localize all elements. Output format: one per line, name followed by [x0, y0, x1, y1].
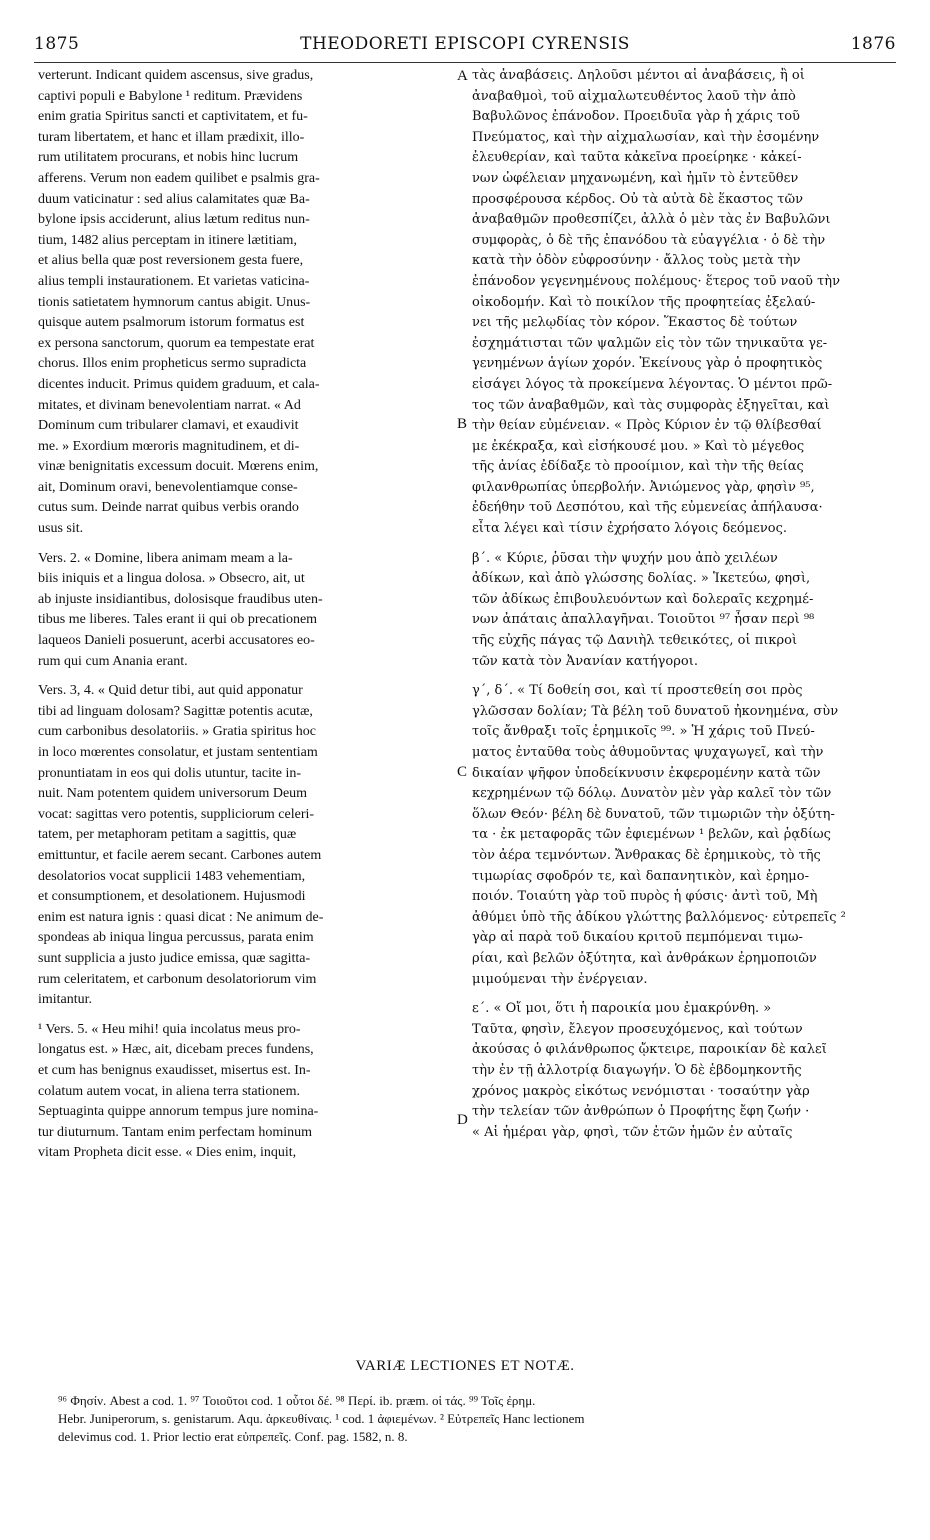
- text-line: τὴν θείαν εὐμένειαν. « Πρὸς Κύριον ἐν τῷ θλίβεσθαί: [472, 418, 822, 434]
- text-line: usus sit.: [38, 521, 84, 537]
- text-line: Dominum cum tribularer clamavi, et exaudivit: [38, 418, 299, 434]
- text-line: ἐσχημάτισται τῶν ψαλμῶν εἰς τὸν τῶν τηνικαῦτα γε-: [472, 335, 828, 351]
- paragraph-gap: [38, 540, 456, 549]
- text-line: ἐλευθερίαν, καὶ ταῦτα κἀκεῖνα προείρηκε · κἀκεί-: [472, 150, 802, 166]
- text-line: β΄. « Κύριε, ῥῦσαι τὴν ψυχήν μου ἀπὸ χειλέων: [472, 550, 778, 566]
- text-line: ἀδίκων, καὶ ἀπὸ γλώσσης δολίας. » Ἱκετεύω, φησὶ,: [472, 571, 811, 587]
- text-line: chorus. Illos enim propheticus sermo supradicta: [38, 356, 307, 372]
- margin-marker-d: D: [457, 1112, 468, 1128]
- text-line: vocat: sagittas vero potentis, suppliciorum celeri-: [38, 806, 315, 822]
- text-line: delevimus cod. 1. Prior lectio erat εὐπρεπεῖς. Conf. pag. 1582, n. 8.: [58, 1429, 408, 1444]
- text-line: duum vaticinatur : sed alius calamitates quæ Ba-: [38, 191, 310, 207]
- text-line: ἀναβαθμῶν προθεσπίζει, ἀλλὰ ὁ μὲν τὰς ἐν Βαβυλῶνι: [472, 212, 831, 228]
- text-line: enim gratia Spiritus sancti et captivitatem, et fu-: [38, 109, 308, 125]
- text-line: τος τῶν ἀναβαθμῶν, καὶ τὰς συμφορὰς ἐξηγεῖται, καὶ: [472, 397, 830, 413]
- text-line: τὴν ἐν τῇ ἀλλοτρίᾳ διαγωγήν. Ὁ δὲ ἑβδομηκοντῆς: [472, 1062, 802, 1078]
- text-line: μιμούμεναι τὴν ἐνέργειαν.: [472, 971, 648, 987]
- text-line: et alius bella quæ post reversionem gesta fuere,: [38, 253, 304, 269]
- text-line: ἐπάνοδον γεγενημένους πολέμους· ἕτερος τοῦ ναοῦ τὴν: [472, 273, 840, 289]
- text-line: « Αἱ ἡμέραι γὰρ, φησὶ, τῶν ἐτῶν ἡμῶν ἐν αὐταῖς: [472, 1124, 793, 1140]
- paragraph-gap: [472, 540, 894, 549]
- text-line: laqueos Danieli posuerunt, acerbi accusatores eo-: [38, 633, 315, 649]
- text-line: dicentes inducit. Primus quidem graduum, et cala-: [38, 376, 320, 392]
- text-line: Βαβυλῶνος ἐπάνοδον. Προειδυῖα γὰρ ἡ χάρις τοῦ: [472, 109, 800, 125]
- text-line: tionis satietatem hymnorum cantus abigit. Unus-: [38, 294, 311, 310]
- paragraph-gap: [38, 1011, 456, 1020]
- text-line: cum carbonibus desolatoriis. » Gratia spiritus hoc: [38, 724, 316, 740]
- text-line: Vers. 2. « Domine, libera animam meam a la-: [38, 550, 293, 566]
- paragraph-gap: [38, 672, 456, 681]
- text-line: γενημένων ἁγίων χορόν. Ἐκείνους γὰρ ὁ προφητικὸς: [472, 356, 823, 372]
- text-line: enim est natura ignis : quasi dicat : Ne animum de-: [38, 909, 324, 925]
- text-line: κεχρημένων τῷ δόλῳ. Δυνατὸν μὲν γὰρ καλεῖ τὸν τῶν: [472, 786, 832, 802]
- text-line: in loco mœrentes consolatur, et justam sententiam: [38, 745, 318, 760]
- text-line: et cum has benignus exaudisset, misertus est. In-: [38, 1062, 311, 1078]
- text-line: νει τῆς μελῳδίας τὸν κόρον. Ἕκαστος δὲ τούτων: [472, 315, 798, 331]
- text-line: συμφορὰς, ὁ δὲ τῆς ἐπανόδου τὰ εὐαγγέλια · ὁ δὲ τὴν: [472, 232, 826, 248]
- margin-marker-b: B: [457, 416, 468, 432]
- text-line: rum qui cum Anania erant.: [38, 653, 188, 669]
- text-line: ὅλων Θεόν· βέλη δὲ δυνατοῦ, τῶν τιμωριῶν τὴν ὀξύτη-: [472, 806, 835, 822]
- text-line: ait, Dominum oravi, benevolentiamque conse-: [38, 479, 298, 495]
- text-line: τῆς εὐχῆς πάγας τῷ Δανιὴλ τεθεικότες, οἱ πικροὶ: [472, 633, 798, 649]
- text-line: γλῶσσαν δολίαν; Τὰ βέλη τοῦ δυνατοῦ ἠκονημένα, σὺν: [472, 703, 839, 719]
- text-line: ἀκούσας ὁ φιλάνθρωπος ᾤκτειρε, παροικίαν δὲ καλεῖ: [472, 1042, 827, 1058]
- text-line: με ἐκέκραξα, καὶ εἰσήκουσέ μου. » Καὶ τὸ μέγεθος: [472, 438, 805, 454]
- text-line: ρίαι, καὶ βελῶν ὀξύτητα, καὶ ἀνθράκων ἐρημοποιῶν: [472, 950, 817, 966]
- text-line: τιμωρίας σφοδρόν τε, καὶ δαπανητικὸν, καὶ ἐρημο-: [472, 868, 809, 884]
- text-line: tibus me liberes. Tales erant ii qui ob precationem: [38, 612, 318, 628]
- text-line: et consumptionem, et desolationem. Hujusmodi: [38, 889, 306, 905]
- text-line: ἀναβαθμοὶ, τοῦ αἰχμαλωτευθέντος λαοῦ τὴν ἀπὸ: [472, 88, 796, 104]
- latin-column: [38, 66, 456, 1164]
- text-line: pronuntiatam in eos qui dolis utuntur, tacite in-: [38, 765, 302, 781]
- notes-body: [58, 1392, 898, 1446]
- text-line: Πνεύματος, καὶ τὴν αἰχμαλωσίαν, καὶ τὴν ἐσομένην: [472, 129, 820, 145]
- text-line: κατὰ τὴν ὁδὸν εὐφροσύνην · ἄλλος τοὺς μετὰ τὴν: [472, 253, 801, 269]
- text-line: afferens. Verum non eadem quilibet e psalmis gra-: [38, 170, 320, 186]
- text-line: bylone ipsis acciderunt, alius lætum reditus nun-: [38, 212, 310, 228]
- text-line: ἀθύμει ὑπὸ τῆς ἀδίκου γλώττης βαλλόμενος· εὐτρεπεῖς ²: [472, 909, 846, 925]
- text-line: δικαίαν ψῆφον ὑποδείκνυσιν ἐκφερομένην κατὰ τῶν: [472, 765, 821, 781]
- text-line: ab injuste insidiantibus, dolosisque fraudibus uten-: [38, 591, 323, 607]
- text-line: τα · ἐκ μεταφορᾶς τῶν ἐφιεμένων ¹ βελῶν, καὶ ῥᾳδίως: [472, 827, 831, 843]
- text-line: Ταῦτα, φησὶν, ἔλεγον προσευχόμενος, καὶ τούτων: [472, 1021, 803, 1037]
- text-line: ματος ἐνταῦθα τοὺς ἀθυμοῦντας ψυχαγωγεῖ, καὶ τὴν: [472, 745, 824, 760]
- page-number-right: 1876: [850, 34, 896, 54]
- margin-marker-c: C: [457, 764, 468, 780]
- text-line: τὰς ἀναβάσεις. Δηλοῦσι μέντοι αἱ ἀναβάσεις, ἢ οἱ: [472, 68, 805, 83]
- greek-column: [472, 66, 894, 1143]
- text-line: vinæ benignitatis excessum docuit. Mœrens enim,: [38, 459, 319, 475]
- text-line: ¹ Vers. 5. « Heu mihi! quia incolatus meus pro-: [38, 1021, 301, 1037]
- text-line: προσφέρουσα κέρδος. Οὐ τὰ αὐτὰ δὲ ἕκαστος τῶν: [472, 191, 803, 207]
- text-line: εἶτα λέγει καὶ τίσιν ἐχρήσατο λόγοις δεόμενος.: [472, 521, 788, 537]
- text-line: οἰκοδομήν. Καὶ τὸ ποικίλον τῆς προφητείας ἐξελαύ-: [472, 294, 816, 310]
- text-line: τῆς ἀνίας ἐδίδαξε τὸ προοίμιον, καὶ τὴν τῆς θείας: [472, 459, 804, 475]
- text-line: longatus est. » Hæc, ait, dicebam preces fundens,: [38, 1042, 314, 1058]
- text-line: cutus sum. Deinde narrat quibus verbis orando: [38, 500, 299, 516]
- text-line: tur diuturnum. Tantam enim perfectam hominum: [38, 1124, 313, 1140]
- text-line: ε΄. « Οἴ μοι, ὅτι ἡ παροικία μου ἐμακρύνθη. »: [472, 1001, 772, 1017]
- text-line: Vers. 3, 4. « Quid detur tibi, aut quid apponatur: [38, 683, 303, 699]
- text-line: nuit. Nam potentem quidem universorum Deum: [38, 786, 308, 802]
- text-line: χρόνος μακρὸς εἰκότως νενόμισται · τοσαύτην γὰρ: [472, 1083, 810, 1099]
- text-line: τῶν κατὰ τὸν Ἀνανίαν κατήγοροι.: [472, 653, 698, 669]
- text-line: ποιόν. Τοιαύτη γὰρ τοῦ πυρὸς ἡ φύσις· ἀντὶ τοῦ, Μὴ: [472, 889, 818, 905]
- text-line: τὴν τελείαν τῶν ἀνθρώπων ὁ Προφήτης ἔφη ζωήν ·: [472, 1104, 810, 1120]
- text-line: spondeas ab iniqua lingua percussus, parata enim: [38, 930, 314, 946]
- text-line: captivi populi e Babylone ¹ reditum. Prævidens: [38, 88, 303, 104]
- text-line: verterunt. Indicant quidem ascensus, sive gradus,: [38, 68, 314, 83]
- notes-title: VARIÆ LECTIONES ET NOTÆ.: [355, 1358, 575, 1374]
- text-line: vitam Propheta dicit esse. « Dies enim, inquit,: [38, 1145, 297, 1161]
- text-line: alius templi instaurationem. Et varietas vaticina-: [38, 273, 310, 289]
- text-line: τὸν ἀέρα τεμνόντων. Ἄνθρακας δὲ ἐρημικοὺς, τὸ τῆς: [472, 847, 821, 863]
- text-line: quisque autem psalmorum istorum formatus est: [38, 315, 305, 331]
- paragraph-gap: [472, 990, 894, 999]
- text-line: rum celeritatem, et carbonum desolatoriorum vim: [38, 971, 317, 987]
- text-line: τοῖς ἄνθραξι τοῖς ἐρημικοῖς ⁹⁹. » Ἡ χάρις τοῦ Πνεύ-: [472, 724, 815, 740]
- text-line: Hebr. Juniperorum, s. genistarum. Aqu. ἀρκευθίναις. ¹ cod. 1 ἀφιεμένων. ² Εὐτρεπεῖς Hanc lectionem: [58, 1411, 585, 1426]
- page-number-left: 1875: [34, 34, 80, 54]
- text-line: νων ἀπάταις ἀπαλλαγῆναι. Τοιοῦτοι ⁹⁷ ἦσαν περὶ ⁹⁸: [472, 612, 815, 628]
- paragraph-gap: [472, 672, 894, 681]
- text-line: tatem, per metaphoram petitam a sagittis, quæ: [38, 827, 297, 843]
- text-line: emittuntur, et facile aerem secant. Carbones autem: [38, 847, 322, 863]
- text-line: ⁹⁶ Φησίν. Abest a cod. 1. ⁹⁷ Τοιοῦτοι cod. 1 οὗτοι δέ. ⁹⁸ Περί. ib. præm. οἱ τάς. ⁹⁹ Τοῖς ἐρημ.: [58, 1393, 536, 1408]
- text-line: tium, 1482 alius perceptam in itinere lætitiam,: [38, 232, 297, 248]
- text-line: desolatorios vocat supplicii 1483 vehementiam,: [38, 868, 306, 884]
- text-line: νων ὠφέλειαν μηχανωμένη, καὶ ἡμῖν τὸ ἐντεῦθεν: [472, 170, 799, 186]
- text-line: mitates, et divinam benevolentiam narrat. « Ad: [38, 397, 301, 413]
- text-line: me. » Exordium mœroris magnitudinem, et di-: [38, 438, 300, 454]
- text-line: ex persona sanctorum, quorum ea tempestate erat: [38, 335, 315, 351]
- text-line: Septuaginta quippe annorum tempus jure nomina-: [38, 1104, 319, 1120]
- text-line: ἐδεήθην τοῦ Δεσπότου, καὶ τῆς εὐμενείας ἀπήλαυσα·: [472, 500, 823, 516]
- text-line: colatum autem vocat, in aliena terra stationem.: [38, 1083, 301, 1099]
- text-line: rum utilitatem procurans, et nobis hinc lucrum: [38, 150, 299, 166]
- running-title: THEODORETI EPISCOPI CYRENSIS: [300, 34, 630, 54]
- text-line: εἰσάγει λόγος τὰ προκείμενα λέγοντας. Ὁ μέντοι πρῶ-: [472, 376, 833, 392]
- text-line: turam libertatem, et hanc et illam prædixit, illo-: [38, 129, 305, 145]
- text-line: γ΄, δ΄. « Τί δοθείη σοι, καὶ τί προστεθείη σοι πρὸς: [472, 683, 803, 699]
- margin-marker-a: A: [457, 68, 468, 84]
- running-header: [34, 32, 896, 63]
- text-line: imitantur.: [38, 992, 93, 1008]
- text-line: tibi ad linguam dolosam? Sagittæ potentis acutæ,: [38, 703, 313, 719]
- text-line: biis iniquis et a lingua dolosa. » Obsecro, ait, ut: [38, 571, 305, 587]
- text-line: sunt supplicia a justo judice emissa, quæ sagitta-: [38, 950, 311, 966]
- text-line: γὰρ αἱ παρὰ τοῦ δικαίου κριτοῦ πεμπόμεναι τιμω-: [472, 930, 803, 946]
- text-line: τῶν ἀδίκως ἐπιβουλευόντων καὶ δολεραῖς κεχρημέ-: [472, 591, 814, 607]
- text-line: φιλανθρωπίας ὑπερβολήν. Ἀνιώμενος γὰρ, φησὶν ⁹⁵,: [472, 479, 815, 495]
